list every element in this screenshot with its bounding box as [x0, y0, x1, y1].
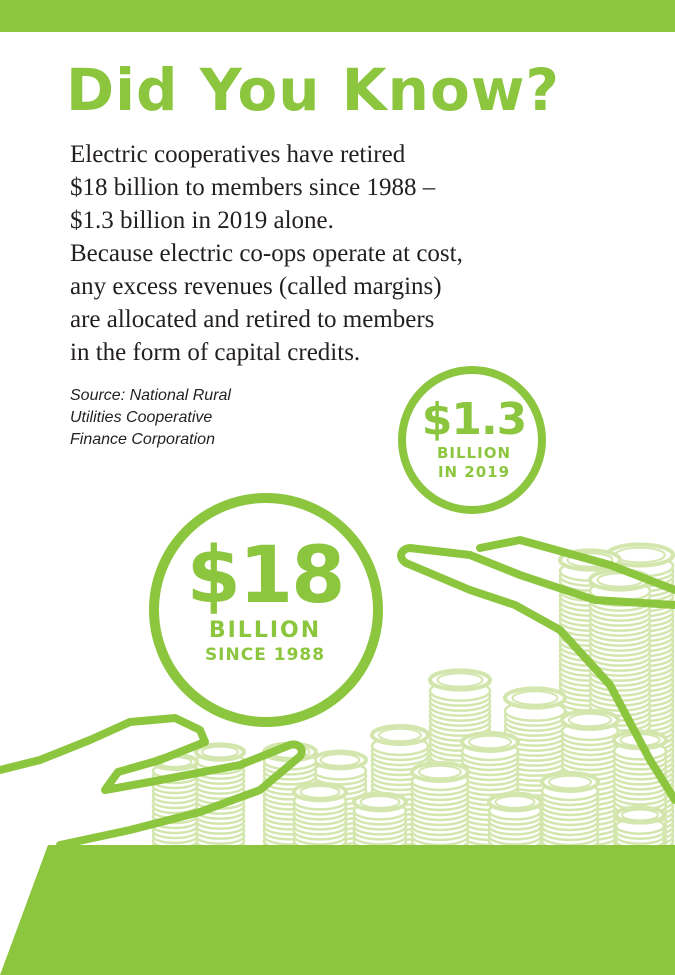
body-line: any excess revenues (called margins)	[70, 273, 442, 300]
callout-2019	[404, 390, 544, 482]
callout-1988-amount: $18	[186, 531, 344, 621]
callout-2019-line1: BILLION	[436, 444, 512, 463]
left-hand-icon	[0, 718, 302, 845]
body-line: Electric cooperatives have retired	[70, 141, 406, 168]
body-line: $18 billion to members since 1988 –	[70, 174, 436, 201]
body-line: $1.3 billion in 2019 alone.	[70, 207, 334, 234]
body-line: in the form of capital credits.	[70, 339, 361, 366]
callout-1988-line2: SINCE 1988	[204, 644, 326, 665]
callout-since-1988	[160, 530, 370, 666]
source-line: Finance Corporation	[70, 431, 215, 448]
page-title: Did You Know?	[66, 56, 561, 124]
body-line: Because electric co-ops operate at cost,	[70, 240, 463, 267]
source-line: Source: National Rural	[70, 387, 231, 404]
ground-band	[0, 845, 675, 975]
callout-2019-line2: IN 2019	[437, 463, 511, 482]
source-line: Utilities Cooperative	[70, 409, 213, 426]
callout-2019-amount: $1.3	[421, 394, 527, 445]
callout-1988-line1: BILLION	[208, 617, 322, 643]
body-line: are allocated and retired to members	[70, 306, 435, 333]
